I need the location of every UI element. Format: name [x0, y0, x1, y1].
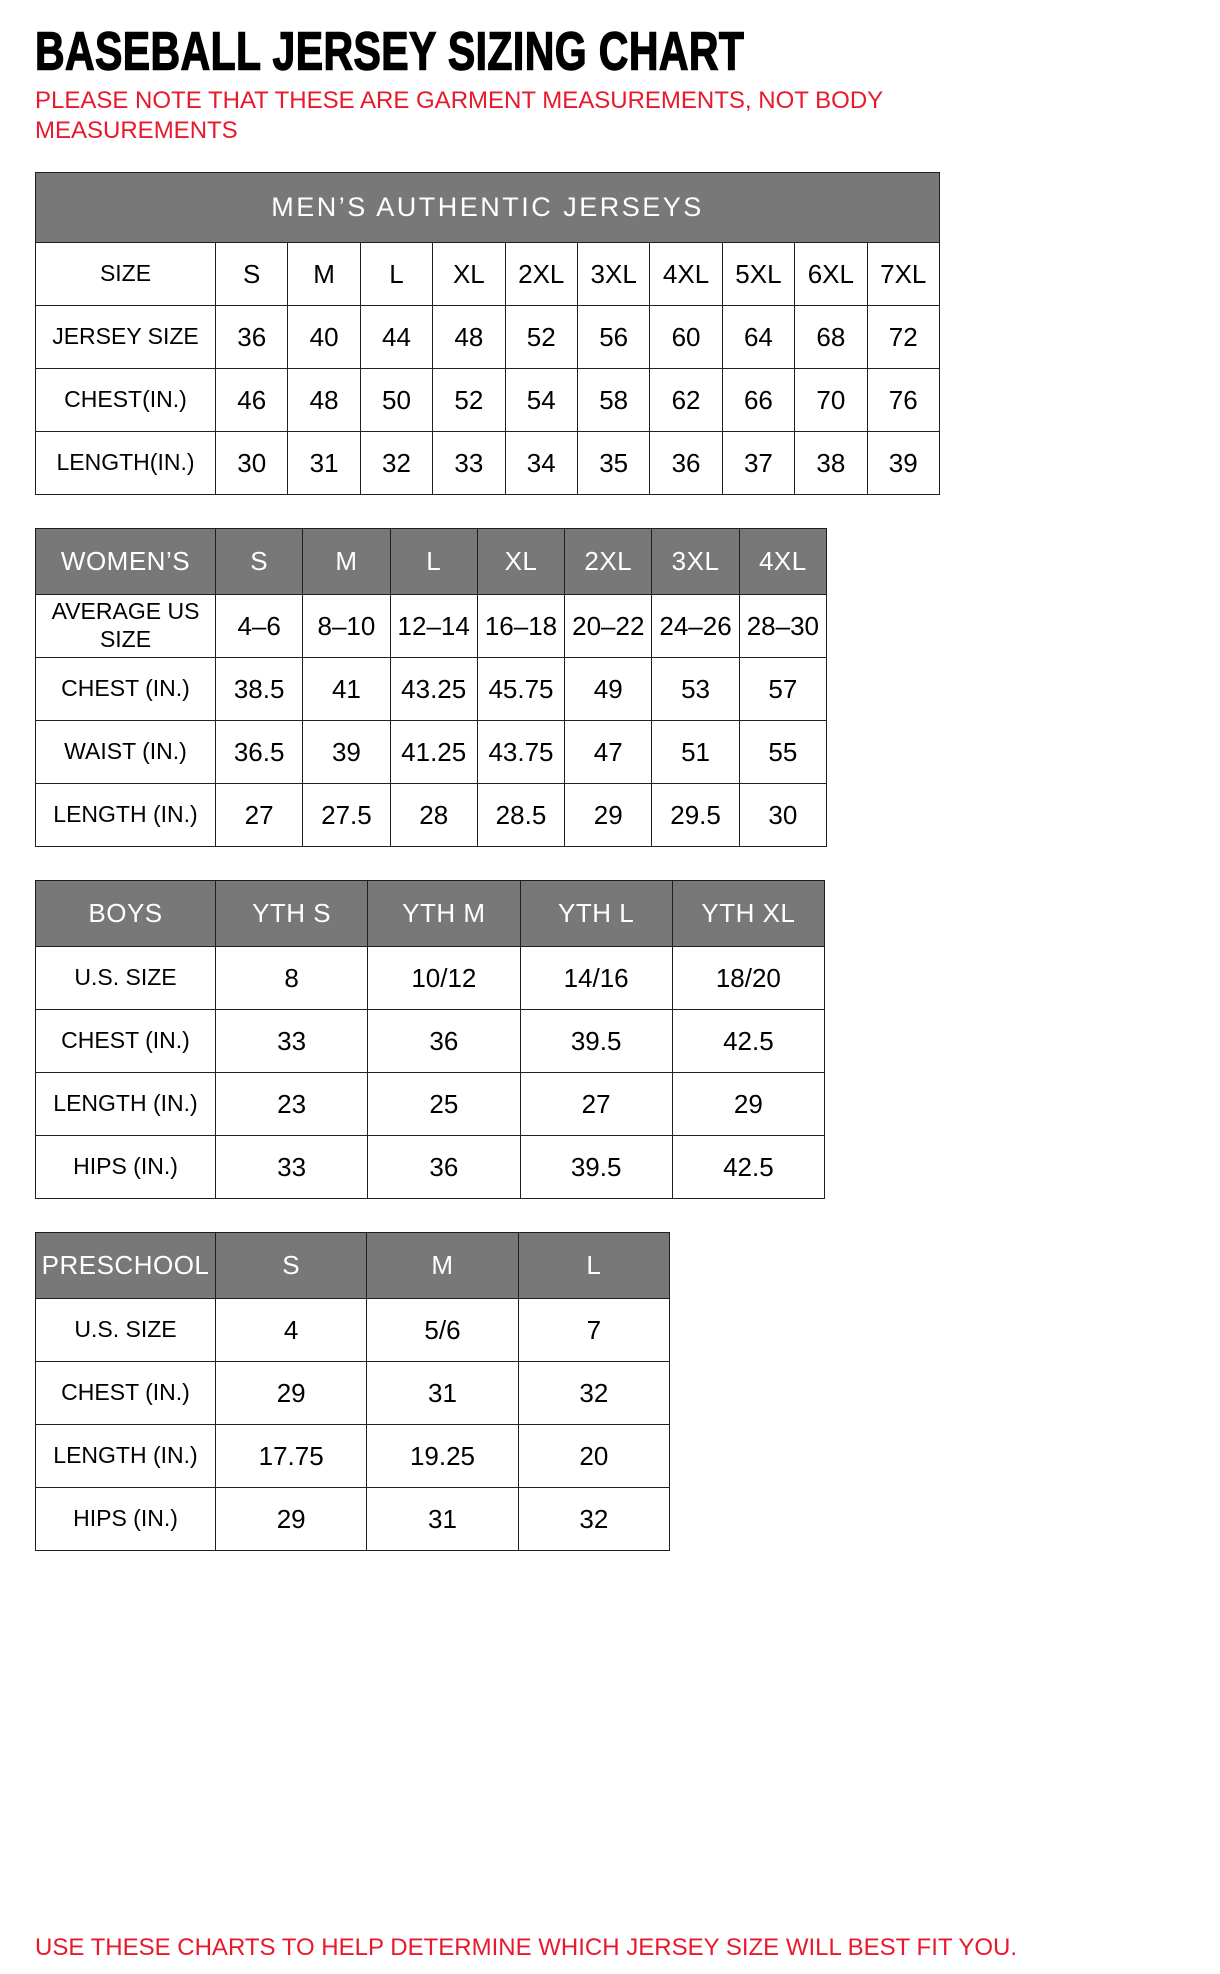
womens-data-row	[36, 658, 827, 721]
size-value-cell: 5XL	[722, 243, 794, 306]
row-label: U.S. SIZE	[36, 1299, 216, 1362]
preschool-data-row	[36, 1362, 670, 1425]
boys-column-header: YTH XL	[672, 881, 824, 947]
size-value-cell: 8	[216, 947, 368, 1010]
size-value-cell: 64	[722, 306, 794, 369]
womens-column-header: 4XL	[739, 529, 826, 595]
size-value-cell: 41	[303, 658, 390, 721]
size-value-cell: 72	[867, 306, 939, 369]
row-label: HIPS (IN.)	[36, 1136, 216, 1199]
mens-table-title: MEN’S AUTHENTIC JERSEYS	[36, 173, 940, 243]
row-label: SIZE	[36, 243, 216, 306]
size-value-cell: 16–18	[477, 595, 564, 658]
size-value-cell: 31	[288, 432, 360, 495]
size-value-cell: 32	[360, 432, 432, 495]
boys-column-header: YTH M	[368, 881, 520, 947]
boys-data-row	[36, 1010, 825, 1073]
size-value-cell: 39	[867, 432, 939, 495]
size-value-cell: L	[360, 243, 432, 306]
size-value-cell: 34	[505, 432, 577, 495]
mens-title-row	[36, 173, 940, 243]
row-label: LENGTH (IN.)	[36, 784, 216, 847]
size-value-cell: 29.5	[652, 784, 739, 847]
row-label: AVERAGE US SIZE	[36, 595, 216, 658]
size-value-cell: 30	[216, 432, 288, 495]
size-value-cell: 43.25	[390, 658, 477, 721]
garment-measurement-note: PLEASE NOTE THAT THESE ARE GARMENT MEASUREMENTS, NOT BODY MEASUREMENTS	[35, 87, 883, 144]
size-value-cell: S	[216, 243, 288, 306]
womens-header-row	[36, 529, 827, 595]
size-value-cell: 29	[216, 1362, 367, 1425]
womens-column-header: M	[303, 529, 390, 595]
size-value-cell: 42.5	[672, 1136, 824, 1199]
row-label: CHEST (IN.)	[36, 658, 216, 721]
row-label: WAIST (IN.)	[36, 721, 216, 784]
size-value-cell: 4	[216, 1299, 367, 1362]
footer-note: USE THESE CHARTS TO HELP DETERMINE WHICH JERSEY SIZE WILL BEST FIT YOU.	[35, 1934, 1018, 1961]
row-label: LENGTH (IN.)	[36, 1425, 216, 1488]
womens-column-header: L	[390, 529, 477, 595]
size-value-cell: 39.5	[520, 1010, 672, 1073]
womens-column-header: 3XL	[652, 529, 739, 595]
row-label: U.S. SIZE	[36, 947, 216, 1010]
row-label: HIPS (IN.)	[36, 1488, 216, 1551]
boys-header-row	[36, 881, 825, 947]
size-value-cell: 55	[739, 721, 826, 784]
preschool-column-header: S	[216, 1233, 367, 1299]
size-value-cell: 19.25	[367, 1425, 518, 1488]
page-title: BASEBALL JERSEY SIZING CHART	[35, 20, 745, 82]
size-value-cell: 50	[360, 369, 432, 432]
preschool-data-row	[36, 1299, 670, 1362]
size-value-cell: 6XL	[795, 243, 867, 306]
size-value-cell: 5/6	[367, 1299, 518, 1362]
size-value-cell: 45.75	[477, 658, 564, 721]
size-value-cell: 29	[672, 1073, 824, 1136]
womens-column-header: XL	[477, 529, 564, 595]
size-value-cell: 7	[518, 1299, 669, 1362]
size-value-cell: 24–26	[652, 595, 739, 658]
size-value-cell: 35	[577, 432, 649, 495]
size-value-cell: 31	[367, 1488, 518, 1551]
size-value-cell: 7XL	[867, 243, 939, 306]
size-value-cell: 48	[288, 369, 360, 432]
size-value-cell: 66	[722, 369, 794, 432]
size-value-cell: 33	[216, 1010, 368, 1073]
size-value-cell: 27	[520, 1073, 672, 1136]
size-value-cell: 44	[360, 306, 432, 369]
size-value-cell: 12–14	[390, 595, 477, 658]
boys-data-row	[36, 1136, 825, 1199]
mens-sizing-table	[35, 172, 940, 495]
size-value-cell: 57	[739, 658, 826, 721]
size-value-cell: 27.5	[303, 784, 390, 847]
preschool-data-row	[36, 1425, 670, 1488]
size-value-cell: 43.75	[477, 721, 564, 784]
boys-sizing-table	[35, 880, 825, 1199]
size-value-cell: 4XL	[650, 243, 722, 306]
size-value-cell: 8–10	[303, 595, 390, 658]
size-value-cell: 31	[367, 1362, 518, 1425]
size-value-cell: 52	[505, 306, 577, 369]
size-value-cell: 76	[867, 369, 939, 432]
size-value-cell: 27	[216, 784, 303, 847]
size-value-cell: 20	[518, 1425, 669, 1488]
preschool-header-label: PRESCHOOL	[36, 1233, 216, 1299]
size-value-cell: 36	[368, 1136, 520, 1199]
womens-data-row	[36, 721, 827, 784]
size-value-cell: 53	[652, 658, 739, 721]
mens-data-row	[36, 432, 940, 495]
preschool-column-header: L	[518, 1233, 669, 1299]
row-label: LENGTH(IN.)	[36, 432, 216, 495]
womens-column-header: S	[216, 529, 303, 595]
size-value-cell: 36	[650, 432, 722, 495]
womens-data-row	[36, 784, 827, 847]
preschool-column-header: M	[367, 1233, 518, 1299]
size-value-cell: M	[288, 243, 360, 306]
size-value-cell: 52	[433, 369, 505, 432]
preschool-header-row	[36, 1233, 670, 1299]
size-value-cell: 28	[390, 784, 477, 847]
womens-sizing-table	[35, 528, 827, 847]
size-value-cell: 28–30	[739, 595, 826, 658]
size-value-cell: 3XL	[577, 243, 649, 306]
row-label: CHEST (IN.)	[36, 1010, 216, 1073]
row-label: LENGTH (IN.)	[36, 1073, 216, 1136]
size-value-cell: 36.5	[216, 721, 303, 784]
size-value-cell: 70	[795, 369, 867, 432]
size-value-cell: 40	[288, 306, 360, 369]
size-value-cell: 25	[368, 1073, 520, 1136]
size-value-cell: 38	[795, 432, 867, 495]
size-value-cell: 18/20	[672, 947, 824, 1010]
size-value-cell: 49	[565, 658, 652, 721]
preschool-sizing-table	[35, 1232, 670, 1551]
size-value-cell: 37	[722, 432, 794, 495]
size-value-cell: 29	[565, 784, 652, 847]
mens-data-row	[36, 306, 940, 369]
row-label: CHEST(IN.)	[36, 369, 216, 432]
size-value-cell: 39.5	[520, 1136, 672, 1199]
size-value-cell: 47	[565, 721, 652, 784]
size-value-cell: 60	[650, 306, 722, 369]
size-value-cell: 14/16	[520, 947, 672, 1010]
boys-column-header: YTH L	[520, 881, 672, 947]
size-value-cell: 33	[216, 1136, 368, 1199]
size-value-cell: 32	[518, 1488, 669, 1551]
size-value-cell: 30	[739, 784, 826, 847]
row-label: CHEST (IN.)	[36, 1362, 216, 1425]
preschool-data-row	[36, 1488, 670, 1551]
size-value-cell: 56	[577, 306, 649, 369]
size-value-cell: 20–22	[565, 595, 652, 658]
row-label: JERSEY SIZE	[36, 306, 216, 369]
size-value-cell: 36	[368, 1010, 520, 1073]
boys-data-row	[36, 1073, 825, 1136]
size-value-cell: 32	[518, 1362, 669, 1425]
size-value-cell: 51	[652, 721, 739, 784]
size-value-cell: 68	[795, 306, 867, 369]
size-value-cell: 23	[216, 1073, 368, 1136]
size-value-cell: 39	[303, 721, 390, 784]
size-value-cell: 42.5	[672, 1010, 824, 1073]
size-value-cell: 17.75	[216, 1425, 367, 1488]
size-value-cell: 46	[216, 369, 288, 432]
womens-data-row	[36, 595, 827, 658]
size-value-cell: 4–6	[216, 595, 303, 658]
size-value-cell: 33	[433, 432, 505, 495]
size-value-cell: 36	[216, 306, 288, 369]
size-value-cell: 2XL	[505, 243, 577, 306]
boys-column-header: YTH S	[216, 881, 368, 947]
mens-data-row	[36, 243, 940, 306]
size-value-cell: 62	[650, 369, 722, 432]
boys-header-label: BOYS	[36, 881, 216, 947]
size-value-cell: 38.5	[216, 658, 303, 721]
size-value-cell: 48	[433, 306, 505, 369]
size-value-cell: 58	[577, 369, 649, 432]
size-value-cell: 54	[505, 369, 577, 432]
size-value-cell: XL	[433, 243, 505, 306]
size-value-cell: 28.5	[477, 784, 564, 847]
size-value-cell: 10/12	[368, 947, 520, 1010]
size-value-cell: 29	[216, 1488, 367, 1551]
boys-data-row	[36, 947, 825, 1010]
size-value-cell: 41.25	[390, 721, 477, 784]
womens-header-label: WOMEN’S	[36, 529, 216, 595]
mens-data-row	[36, 369, 940, 432]
womens-column-header: 2XL	[565, 529, 652, 595]
